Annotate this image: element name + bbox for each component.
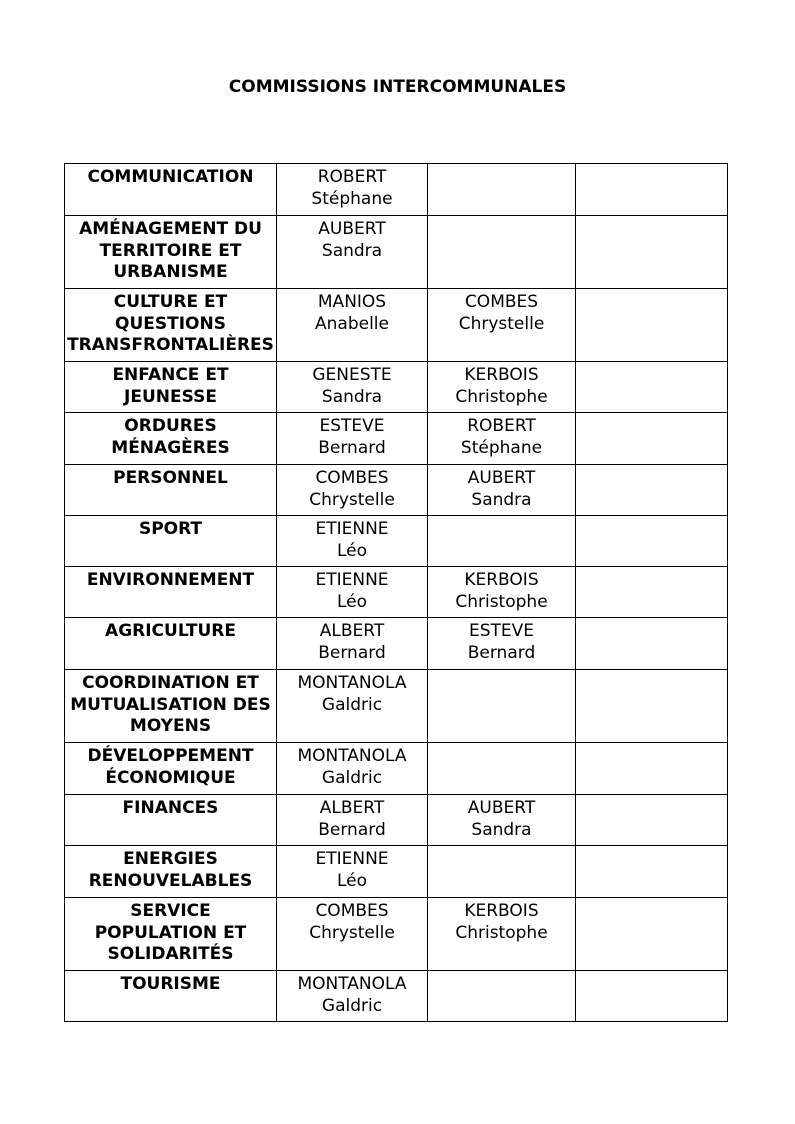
member-name-line: KERBOIS bbox=[464, 901, 539, 921]
member-name-line: ROBERT bbox=[317, 167, 387, 187]
member-name-line: Bernard bbox=[318, 437, 386, 458]
member-name-line: Sandra bbox=[471, 489, 532, 510]
member-name-line: Galdric bbox=[321, 995, 383, 1016]
member-2-cell bbox=[428, 567, 576, 618]
table-row bbox=[65, 670, 728, 743]
table-row bbox=[65, 846, 728, 898]
commission-cell bbox=[65, 846, 277, 898]
commission-name-line: QUESTIONS bbox=[115, 313, 226, 334]
member-1-cell bbox=[277, 362, 428, 413]
member-name-line: Chrystelle bbox=[458, 313, 545, 334]
member-3-cell bbox=[576, 898, 728, 971]
commission-name-line: ÉCONOMIQUE bbox=[105, 767, 236, 788]
commission-name-line: ORDURES bbox=[124, 416, 217, 436]
member-3-cell bbox=[576, 971, 728, 1022]
member-name-line: Léo bbox=[336, 870, 368, 891]
member-3-cell bbox=[576, 670, 728, 743]
member-name-line: MONTANOLA bbox=[297, 673, 407, 693]
table-row bbox=[65, 971, 728, 1022]
commission-name-line: MÉNAGÈRES bbox=[111, 437, 230, 458]
commission-name-line: TERRITOIRE ET bbox=[99, 240, 242, 261]
commission-name-line: ENVIRONNEMENT bbox=[86, 570, 255, 590]
member-2-cell bbox=[428, 971, 576, 1022]
commission-cell bbox=[65, 795, 277, 846]
member-name-line: ETIENNE bbox=[315, 849, 389, 869]
member-1-cell bbox=[277, 413, 428, 465]
commission-cell bbox=[65, 898, 277, 971]
member-2-cell bbox=[428, 670, 576, 743]
member-2-cell bbox=[428, 216, 576, 289]
member-2-cell bbox=[428, 465, 576, 516]
commission-cell bbox=[65, 618, 277, 670]
table-row bbox=[65, 618, 728, 670]
member-3-cell bbox=[576, 413, 728, 465]
member-name-line: Stéphane bbox=[311, 188, 393, 209]
commission-cell bbox=[65, 670, 277, 743]
member-name-line: Christophe bbox=[455, 922, 548, 943]
commission-name-line: MOYENS bbox=[129, 716, 212, 736]
member-2-cell bbox=[428, 164, 576, 216]
member-name-line: ALBERT bbox=[319, 621, 385, 641]
member-1-cell bbox=[277, 670, 428, 743]
member-name-line: COMBES bbox=[464, 292, 539, 312]
commission-name-line: TRANSFRONTALIÈRES bbox=[67, 335, 274, 355]
member-name-line: AUBERT bbox=[467, 468, 536, 488]
member-3-cell bbox=[576, 567, 728, 618]
member-2-cell bbox=[428, 795, 576, 846]
table-row bbox=[65, 413, 728, 465]
member-name-line: ETIENNE bbox=[315, 519, 389, 539]
commission-name-line: POPULATION ET bbox=[94, 922, 247, 943]
commission-name-line: MUTUALISATION DES bbox=[70, 694, 271, 715]
member-3-cell bbox=[576, 362, 728, 413]
commission-name-line: DÉVELOPPEMENT bbox=[87, 746, 254, 766]
commission-cell bbox=[65, 362, 277, 413]
member-name-line: ESTEVE bbox=[319, 416, 385, 436]
member-name-line: KERBOIS bbox=[464, 365, 539, 385]
commission-name-line: COORDINATION ET bbox=[82, 673, 259, 693]
commission-cell bbox=[65, 743, 277, 795]
member-2-cell bbox=[428, 618, 576, 670]
member-3-cell bbox=[576, 618, 728, 670]
commission-cell bbox=[65, 971, 277, 1022]
member-name-line: MONTANOLA bbox=[297, 746, 407, 766]
member-1-cell bbox=[277, 289, 428, 362]
member-name-line: Galdric bbox=[321, 694, 383, 715]
member-3-cell bbox=[576, 289, 728, 362]
member-3-cell bbox=[576, 846, 728, 898]
table-row bbox=[65, 795, 728, 846]
table-row bbox=[65, 516, 728, 567]
table-row bbox=[65, 164, 728, 216]
member-name-line: Stéphane bbox=[460, 437, 543, 458]
member-1-cell bbox=[277, 971, 428, 1022]
commission-name-line: TOURISME bbox=[120, 974, 221, 994]
member-name-line: MONTANOLA bbox=[297, 974, 407, 994]
commission-name-line: RENOUVELABLES bbox=[88, 870, 253, 891]
commission-name-line: CULTURE ET bbox=[113, 292, 228, 312]
commission-cell bbox=[65, 567, 277, 618]
commission-name-line: COMMUNICATION bbox=[87, 167, 254, 187]
member-2-cell bbox=[428, 743, 576, 795]
member-name-line: KERBOIS bbox=[464, 570, 539, 590]
member-3-cell bbox=[576, 465, 728, 516]
member-name-line: ALBERT bbox=[319, 798, 385, 818]
member-3-cell bbox=[576, 516, 728, 567]
commission-cell bbox=[65, 216, 277, 289]
member-name-line: AUBERT bbox=[467, 798, 536, 818]
member-name-line: Galdric bbox=[321, 767, 383, 788]
member-name-line: COMBES bbox=[315, 468, 389, 488]
member-1-cell bbox=[277, 743, 428, 795]
member-name-line: Christophe bbox=[455, 386, 548, 407]
table-row bbox=[65, 465, 728, 516]
commission-name-line: SERVICE bbox=[130, 901, 211, 921]
commission-name-line: ENFANCE ET bbox=[112, 365, 229, 385]
member-name-line: Sandra bbox=[321, 386, 383, 407]
commission-name-line: AMÉNAGEMENT DU bbox=[79, 219, 262, 239]
commission-cell bbox=[65, 516, 277, 567]
table-row bbox=[65, 898, 728, 971]
member-1-cell bbox=[277, 567, 428, 618]
member-name-line: Bernard bbox=[318, 642, 386, 663]
member-name-line: Bernard bbox=[318, 819, 386, 840]
commission-name-line: SPORT bbox=[138, 519, 203, 539]
member-2-cell bbox=[428, 362, 576, 413]
member-name-line: Sandra bbox=[321, 240, 383, 261]
member-2-cell bbox=[428, 898, 576, 971]
member-name-line: Chrystelle bbox=[309, 922, 395, 943]
member-1-cell bbox=[277, 516, 428, 567]
page-title: COMMISSIONS INTERCOMMUNALES bbox=[228, 77, 567, 97]
commission-name-line: URBANISME bbox=[113, 262, 228, 282]
member-name-line: Christophe bbox=[455, 591, 548, 612]
commission-cell bbox=[65, 413, 277, 465]
table-row bbox=[65, 362, 728, 413]
member-3-cell bbox=[576, 216, 728, 289]
member-1-cell bbox=[277, 618, 428, 670]
member-3-cell bbox=[576, 743, 728, 795]
member-3-cell bbox=[576, 164, 728, 216]
member-2-cell bbox=[428, 846, 576, 898]
member-name-line: ROBERT bbox=[467, 416, 536, 436]
member-name-line: ETIENNE bbox=[315, 570, 389, 590]
commission-name-line: ENERGIES bbox=[123, 849, 218, 869]
commission-name-line: PERSONNEL bbox=[113, 468, 228, 488]
member-name-line: Léo bbox=[336, 540, 368, 561]
commission-name-line: JEUNESSE bbox=[124, 386, 217, 407]
member-1-cell bbox=[277, 216, 428, 289]
member-name-line: MANIOS bbox=[317, 292, 387, 312]
commission-name-line: AGRICULTURE bbox=[105, 621, 236, 641]
commission-name-line: SOLIDARITÉS bbox=[107, 944, 234, 964]
member-3-cell bbox=[576, 795, 728, 846]
member-name-line: GENESTE bbox=[312, 365, 392, 385]
member-1-cell bbox=[277, 465, 428, 516]
member-name-line: AUBERT bbox=[318, 219, 386, 239]
member-name-line: COMBES bbox=[315, 901, 389, 921]
commission-name-line: FINANCES bbox=[122, 798, 219, 818]
member-1-cell bbox=[277, 846, 428, 898]
table-row bbox=[65, 743, 728, 795]
member-name-line: Chrystelle bbox=[309, 489, 395, 510]
member-name-line: Bernard bbox=[467, 642, 536, 663]
member-2-cell bbox=[428, 516, 576, 567]
table-row bbox=[65, 567, 728, 618]
member-1-cell bbox=[277, 164, 428, 216]
member-name-line: Sandra bbox=[471, 819, 532, 840]
member-name-line: Anabelle bbox=[315, 313, 389, 334]
table-body bbox=[65, 164, 728, 1022]
commission-cell bbox=[65, 164, 277, 216]
table-row bbox=[65, 289, 728, 362]
member-2-cell bbox=[428, 413, 576, 465]
member-2-cell bbox=[428, 289, 576, 362]
commission-cell bbox=[65, 465, 277, 516]
commissions-table bbox=[64, 163, 728, 1022]
member-name-line: ESTEVE bbox=[468, 621, 535, 641]
member-1-cell bbox=[277, 795, 428, 846]
member-name-line: Léo bbox=[336, 591, 368, 612]
commission-cell bbox=[65, 289, 277, 362]
member-1-cell bbox=[277, 898, 428, 971]
table-row bbox=[65, 216, 728, 289]
